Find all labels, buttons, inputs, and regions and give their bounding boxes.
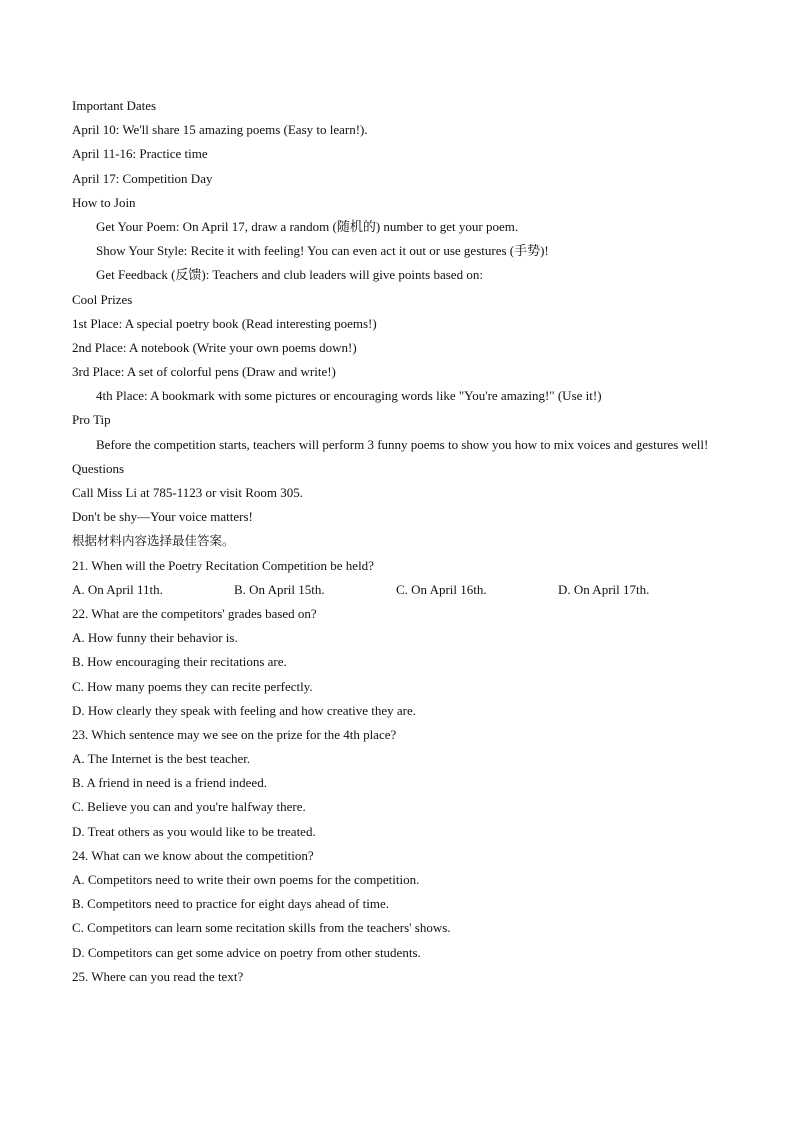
prize-item: 4th Place: A bookmark with some pictures or encouraging words like "You're amazing!" (Use it!) (96, 388, 602, 404)
option-b: B. Competitors need to practice for eight days ahead of time. (72, 896, 389, 912)
section-heading-pro-tip: Pro Tip (72, 412, 111, 428)
option-d: D. Competitors can get some advice on poetry from other students. (72, 944, 421, 960)
option-d: D. Treat others as you would like to be treated. (72, 823, 316, 839)
option-c: C. Competitors can learn some recitation skills from the teachers' shows. (72, 920, 451, 936)
option-b: B. On April 15th. (234, 581, 325, 597)
option-c: C. Believe you can and you're halfway there. (72, 799, 306, 815)
question-stem: 25. Where can you read the text? (72, 968, 244, 984)
section-heading-questions: Questions (72, 460, 124, 476)
join-step: Show Your Style: Recite it with feeling! You can even act it out or use gestures (手势)! (96, 243, 549, 259)
option-c: C. On April 16th. (396, 581, 487, 597)
options-row (72, 578, 724, 602)
question-stem: 23. Which sentence may we see on the prize for the 4th place? (72, 726, 397, 742)
option-d: D. How clearly they speak with feeling and how creative they are. (72, 702, 417, 718)
date-item: April 11-16: Practice time (72, 146, 208, 162)
option-a: A. Competitors need to write their own poems for the competition. (72, 872, 420, 888)
section-heading-important-dates: Important Dates (72, 98, 157, 113)
date-item: April 17: Competition Day (72, 170, 213, 186)
question-stem: 24. What can we know about the competition? (72, 847, 314, 863)
question-stem: 22. What are the competitors' grades based on? (72, 605, 317, 621)
question-21 (72, 554, 724, 602)
option-d: D. On April 17th. (558, 581, 650, 597)
question-24 (72, 844, 724, 965)
join-step: Get Your Poem: On April 17, draw a random (随机的) number to get your poem. (96, 218, 519, 234)
document-page (72, 94, 724, 989)
join-step: Get Feedback (反馈): Teachers and club leaders will give points based on: (96, 267, 483, 283)
closing-line: Don't be shy—Your voice matters! (72, 509, 253, 525)
question-22 (72, 602, 724, 723)
question-25 (72, 965, 724, 989)
option-b: B. A friend in need is a friend indeed. (72, 775, 267, 791)
section-heading-how-to-join: How to Join (72, 194, 136, 210)
question-stem: 21. When will the Poetry Recitation Competition be held? (72, 557, 374, 573)
option-b: B. How encouraging their recitations are. (72, 654, 287, 670)
option-c: C. How many poems they can recite perfectly. (72, 678, 313, 694)
section-heading-cool-prizes: Cool Prizes (72, 291, 133, 307)
prize-item: 2nd Place: A notebook (Write your own poems down!) (72, 339, 357, 355)
pro-tip-paragraph: Before the competition starts, teachers will perform 3 funny poems to show you how to mix voices and gestures well! (96, 436, 709, 452)
option-a: A. The Internet is the best teacher. (72, 751, 251, 767)
date-item: April 10: We'll share 15 amazing poems (Easy to learn!). (72, 122, 368, 138)
prize-item: 1st Place: A special poetry book (Read interesting poems!) (72, 315, 377, 331)
question-23 (72, 723, 724, 844)
option-a: A. How funny their behavior is. (72, 630, 238, 646)
contact-info: Call Miss Li at 785-1123 or visit Room 305. (72, 485, 303, 501)
option-a: A. On April 11th. (72, 581, 163, 597)
prize-item: 3rd Place: A set of colorful pens (Draw and write!) (72, 364, 336, 380)
instruction-text: 根据材料内容选择最佳答案。 (72, 533, 235, 549)
